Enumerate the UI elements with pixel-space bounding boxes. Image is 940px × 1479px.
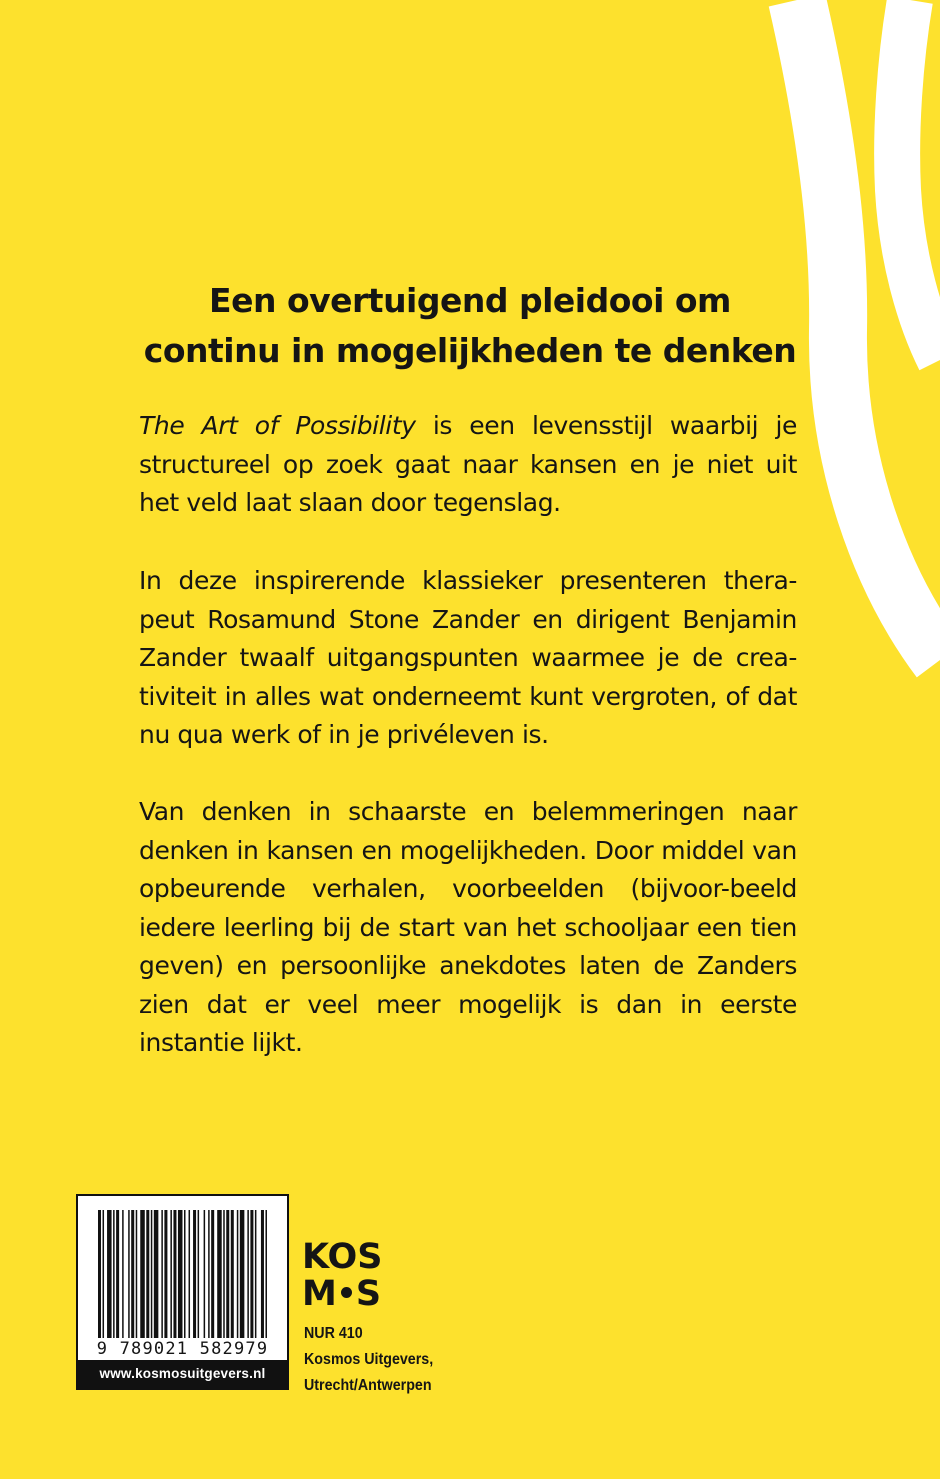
- kosmos-logo: [302, 1237, 402, 1314]
- barcode-bar: [103, 1210, 105, 1338]
- barcode-bar: [151, 1210, 153, 1338]
- barcode-bar: [116, 1210, 119, 1338]
- barcode-bar: [140, 1210, 145, 1338]
- publisher-city: Utrecht/Antwerpen: [304, 1377, 432, 1394]
- barcode-bar: [107, 1210, 112, 1338]
- publisher-website: www.kosmosuitgevers.nl: [78, 1360, 287, 1388]
- barcode-bar: [265, 1210, 267, 1338]
- headline-line-2: continu in mogelijkheden te denken: [143, 331, 797, 370]
- barcode-bar: [237, 1210, 239, 1338]
- headline-line-1: Een overtuigend pleidooi om: [209, 281, 731, 320]
- barcode-bar: [261, 1210, 264, 1338]
- barcode-bar: [113, 1210, 115, 1338]
- book-title-italic: The Art of Possibility: [139, 411, 416, 440]
- barcode-bar: [170, 1210, 172, 1338]
- logo-letter-m: M: [302, 1274, 337, 1314]
- barcode-bar: [250, 1210, 253, 1338]
- barcode-box: [76, 1194, 289, 1390]
- headline: [100, 276, 840, 376]
- barcode-bar: [208, 1210, 210, 1338]
- barcode-bar: [211, 1210, 214, 1338]
- isbn-number: 9 789021 582979: [96, 1339, 269, 1359]
- barcode-bar: [198, 1210, 200, 1338]
- paragraph-intro: [139, 407, 797, 523]
- barcode-bar: [122, 1210, 124, 1338]
- logo-row-1: KOS: [302, 1237, 383, 1277]
- barcode-bar: [226, 1210, 229, 1338]
- barcode-bar: [131, 1210, 134, 1338]
- barcode-bar: [247, 1210, 249, 1338]
- barcode-bar: [204, 1210, 206, 1338]
- barcode-bar: [173, 1210, 176, 1338]
- publisher-info: [304, 1321, 433, 1399]
- publisher-name: Kosmos Uitgevers,: [304, 1351, 434, 1368]
- barcode-bar: [161, 1210, 163, 1338]
- paragraph-authors: In deze inspirerende klassieker presenteren thera-peut Rosamund Stone Zander en dirigent Benjamin Zander twaalf uitgangspunten waarmee je de crea-tiviteit in alles wat onderneemt kunt vergroten, of dat nu qua werk of in je privéleven is.: [139, 566, 797, 749]
- barcode-bar: [164, 1210, 167, 1338]
- barcode-bar: [217, 1210, 222, 1338]
- barcode-bar: [193, 1210, 196, 1338]
- logo-row-2: [302, 1274, 402, 1314]
- barcode-bar: [128, 1210, 130, 1338]
- barcode-bar: [184, 1210, 186, 1338]
- barcode-bar: [231, 1210, 234, 1338]
- barcode-bar: [223, 1210, 225, 1338]
- barcode-bar: [146, 1210, 149, 1338]
- barcode-bar: [240, 1210, 245, 1338]
- barcode-bar: [255, 1210, 257, 1338]
- barcode-bar: [136, 1210, 138, 1338]
- paragraph-summary: Van denken in schaarste en belemmeringen naar denken in kansen en mogelijkheden. Door middel van opbeurende verhalen, voorbeelden (bijvoor-beeld iedere leerling bij de start van het schooljaar een tien geven) en persoonlijke anekdotes laten de Zanders zien dat er veel meer mogelijk is dan in eerste instantie lijkt.: [139, 797, 797, 1057]
- barcode-bar: [98, 1210, 101, 1338]
- paragraph-intro-text: is een levensstijl waarbij je structureel op zoek gaat naar kansen en je niet uit het veld laat slaan door tegenslag.: [139, 411, 797, 517]
- barcode-bar: [178, 1210, 183, 1338]
- logo-letter-s: S: [355, 1274, 382, 1314]
- nur-code: NUR 410: [304, 1325, 363, 1342]
- barcode-bar: [189, 1210, 191, 1338]
- logo-dot-icon: [341, 1287, 352, 1298]
- barcode-bar: [154, 1210, 159, 1338]
- inner-white-arc: [897, 0, 940, 360]
- barcode-image: [98, 1210, 270, 1338]
